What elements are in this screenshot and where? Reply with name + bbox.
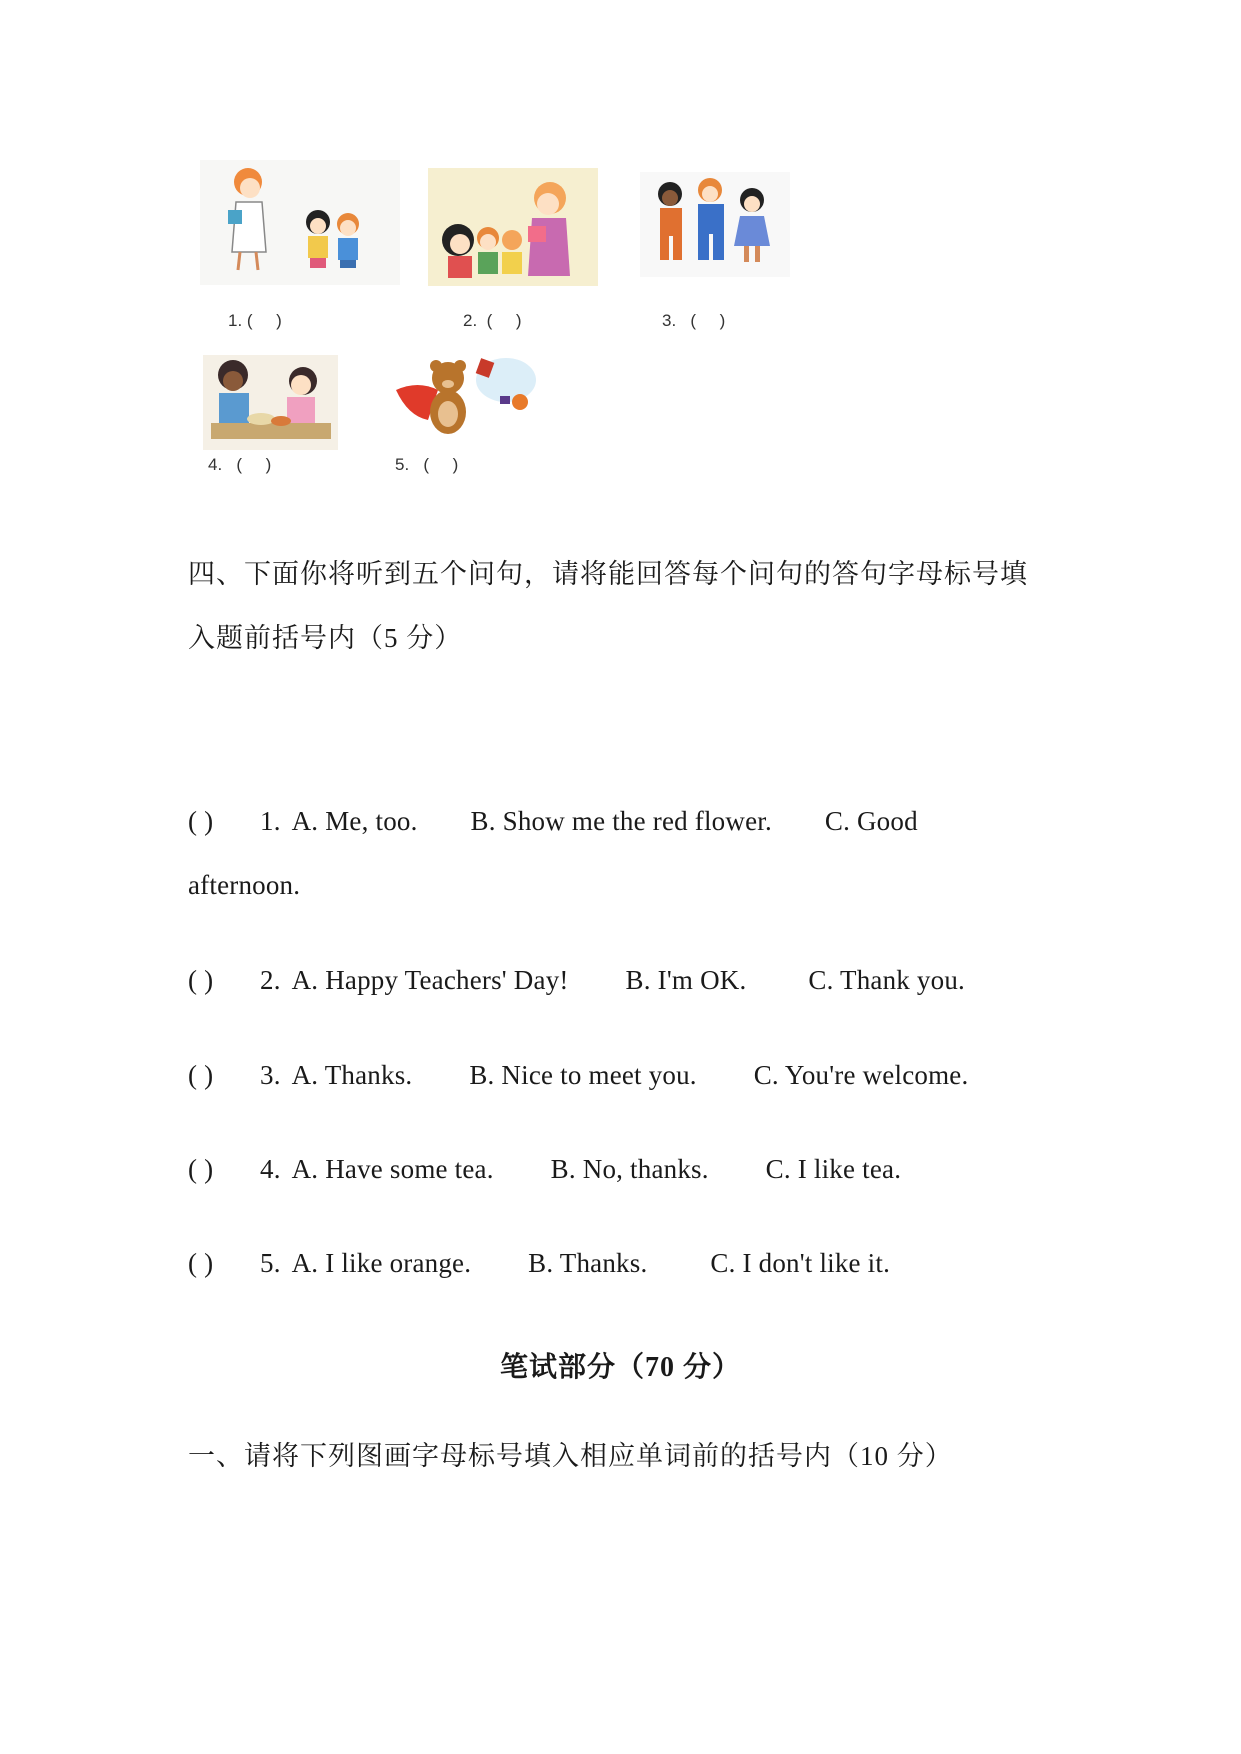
- picture-4-label: 4. ( ): [208, 455, 272, 474]
- question-3: [188, 1060, 968, 1091]
- option-b: B. Thanks.: [528, 1248, 648, 1278]
- picture-5-bear-with-cape: [388, 350, 543, 445]
- section-4-instruction-line-1: 四、下面你将听到五个问句，请将能回答每个问句的答句字母标号填: [188, 559, 1028, 589]
- answer-bracket[interactable]: ( ): [188, 965, 214, 995]
- option-a: A. Thanks.: [291, 1060, 413, 1090]
- option-c: C. I like tea.: [765, 1154, 902, 1184]
- option-c: C. Thank you.: [808, 965, 965, 995]
- question-2: [188, 965, 965, 996]
- answer-bracket[interactable]: ( ): [188, 1060, 214, 1090]
- picture-3-three-children: [640, 172, 790, 277]
- option-b: B. Show me the red flower.: [470, 806, 772, 836]
- option-b: B. No, thanks.: [550, 1154, 709, 1184]
- picture-5-label: 5. ( ): [395, 455, 459, 474]
- picture-1-label: 1. ( ): [228, 311, 282, 330]
- section-1-instruction: 一、请将下列图画字母标号填入相应单词前的括号内（10 分）: [188, 1441, 953, 1471]
- section-4-instruction-line-2: 入题前括号内（5 分）: [188, 623, 463, 653]
- picture-1-teacher-and-children: [200, 160, 400, 285]
- question-number: 4.: [260, 1154, 281, 1184]
- question-1-continuation: afternoon.: [188, 870, 301, 900]
- option-b: B. Nice to meet you.: [469, 1060, 697, 1090]
- answer-bracket[interactable]: ( ): [188, 806, 214, 836]
- option-a: A. Have some tea.: [291, 1154, 494, 1184]
- option-c: C. You're welcome.: [753, 1060, 969, 1090]
- answer-bracket[interactable]: ( ): [188, 1154, 214, 1184]
- written-section-heading: 笔试部分（70 分）: [499, 1352, 741, 1383]
- question-number: 1.: [260, 806, 281, 836]
- option-b: B. I'm OK.: [625, 965, 747, 995]
- question-4: [188, 1154, 901, 1185]
- picture-3-label: 3. ( ): [662, 311, 726, 330]
- option-a: A. Me, too.: [291, 806, 418, 836]
- answer-bracket[interactable]: ( ): [188, 1248, 214, 1278]
- question-5: [188, 1248, 890, 1279]
- question-number: 2.: [260, 965, 281, 995]
- picture-4-children-eating: [203, 355, 338, 450]
- option-a: A. Happy Teachers' Day!: [291, 965, 569, 995]
- option-c: C. I don't like it.: [710, 1248, 891, 1278]
- question-number: 5.: [260, 1248, 281, 1278]
- option-c: C. Good: [824, 806, 918, 836]
- question-1: [188, 806, 918, 837]
- picture-2-label: 2. ( ): [463, 311, 522, 330]
- question-number: 3.: [260, 1060, 281, 1090]
- option-a: A. I like orange.: [291, 1248, 472, 1278]
- picture-2-woman-with-children: [428, 168, 598, 286]
